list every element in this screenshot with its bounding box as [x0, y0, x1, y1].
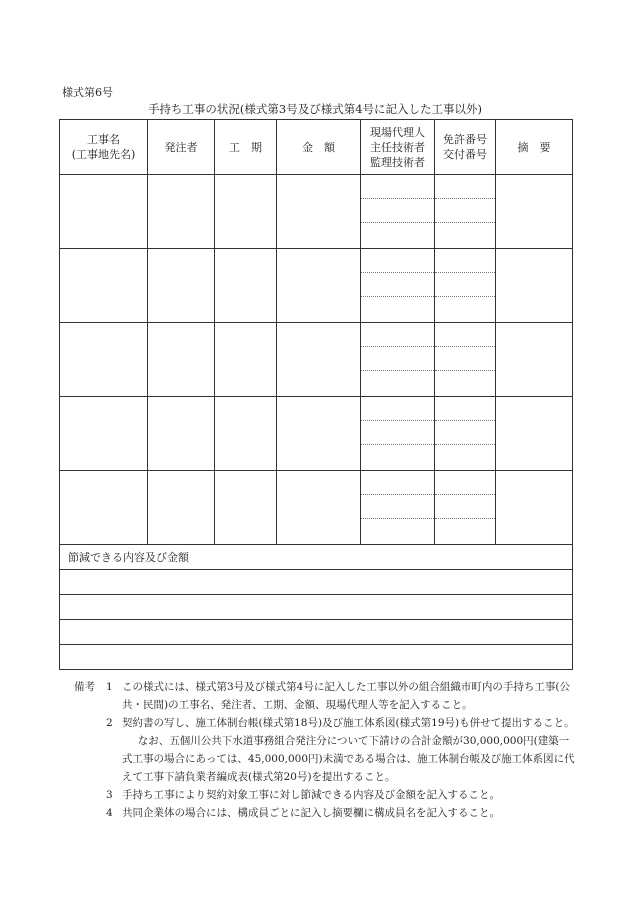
note-item-2 — [74, 714, 579, 732]
note-text: 共同企業体の場合には、構成員ごとに記入し摘要欄に構成員名を記入すること。 — [122, 807, 500, 819]
cell-remarks[interactable] — [496, 249, 573, 323]
cell-engineers — [361, 175, 435, 249]
header-amount: 金 額 — [277, 120, 361, 175]
project-table — [59, 119, 573, 670]
cell-license-2[interactable] — [435, 199, 495, 223]
header-chief-engineer: 主任技術者 — [370, 140, 425, 154]
cell-amount[interactable] — [277, 471, 361, 545]
cell-license-2[interactable] — [435, 273, 495, 297]
header-project-name — [60, 120, 148, 175]
cell-site-agent[interactable] — [361, 249, 434, 273]
header-license — [435, 120, 496, 175]
cell-license-3[interactable] — [435, 297, 495, 322]
cell-site-agent[interactable] — [361, 471, 434, 495]
cell-license-1[interactable] — [435, 175, 495, 199]
cell-remarks[interactable] — [496, 397, 573, 471]
cell-project-name[interactable] — [60, 471, 148, 545]
cell-license-2[interactable] — [435, 347, 495, 371]
table-row — [60, 471, 573, 545]
cell-amount[interactable] — [277, 249, 361, 323]
cell-client[interactable] — [148, 249, 215, 323]
cell-project-name[interactable] — [60, 249, 148, 323]
cell-license-1[interactable] — [435, 323, 495, 347]
cell-chief-engineer[interactable] — [361, 421, 434, 445]
header-supervising-engineer: 監理技術者 — [370, 155, 425, 169]
header-project-name-line1: 工事名 — [87, 133, 120, 146]
cell-site-agent[interactable] — [361, 397, 434, 421]
cell-license — [435, 175, 496, 249]
cell-period[interactable] — [215, 249, 277, 323]
cell-remarks[interactable] — [496, 175, 573, 249]
header-period: 工 期 — [215, 120, 277, 175]
note-text: 手持ち工事により契約対象工事に対し節減できる内容及び金額を記入すること。 — [122, 789, 500, 801]
cell-project-name[interactable] — [60, 397, 148, 471]
header-project-name-line2: (工事地先名) — [71, 148, 136, 161]
note-number: 1 — [106, 681, 113, 693]
form-title: 手持ち工事の状況(様式第3号及び様式第4号に記入した工事以外) — [147, 102, 483, 116]
cell-period[interactable] — [215, 471, 277, 545]
cell-license-1[interactable] — [435, 397, 495, 421]
cell-engineers — [361, 249, 435, 323]
note-item-4 — [74, 804, 579, 822]
cell-chief-engineer[interactable] — [361, 347, 434, 371]
cell-remarks[interactable] — [496, 323, 573, 397]
notes-section — [74, 678, 579, 822]
form-id: 様式第6号 — [62, 86, 113, 99]
cell-amount[interactable] — [277, 323, 361, 397]
cell-license-3[interactable] — [435, 519, 495, 544]
reduction-line[interactable] — [60, 595, 573, 620]
cell-supervising-engineer[interactable] — [361, 223, 434, 248]
cell-license — [435, 323, 496, 397]
cell-license — [435, 249, 496, 323]
cell-supervising-engineer[interactable] — [361, 297, 434, 322]
cell-chief-engineer[interactable] — [361, 199, 434, 223]
cell-amount[interactable] — [277, 397, 361, 471]
reduction-line[interactable] — [60, 570, 573, 595]
cell-license-1[interactable] — [435, 249, 495, 273]
cell-project-name[interactable] — [60, 323, 148, 397]
header-remarks: 摘 要 — [496, 120, 573, 175]
cell-engineers — [361, 397, 435, 471]
notes-label: 備考 — [74, 681, 95, 693]
cell-license-3[interactable] — [435, 371, 495, 396]
cell-client[interactable] — [148, 397, 215, 471]
cell-supervising-engineer[interactable] — [361, 371, 434, 396]
cell-period[interactable] — [215, 175, 277, 249]
cell-engineers — [361, 323, 435, 397]
header-engineers — [361, 120, 435, 175]
table-row — [60, 175, 573, 249]
cell-license-1[interactable] — [435, 471, 495, 495]
cell-client[interactable] — [148, 175, 215, 249]
cell-chief-engineer[interactable] — [361, 495, 434, 519]
cell-site-agent[interactable] — [361, 175, 434, 199]
cell-license-3[interactable] — [435, 223, 495, 248]
note-supplement — [74, 732, 579, 786]
note-number: 4 — [106, 807, 113, 819]
header-client: 発注者 — [148, 120, 215, 175]
cell-chief-engineer[interactable] — [361, 273, 434, 297]
cell-project-name[interactable] — [60, 175, 148, 249]
table-row — [60, 323, 573, 397]
cell-license-2[interactable] — [435, 421, 495, 445]
table-row — [60, 397, 573, 471]
cell-engineers — [361, 471, 435, 545]
note-item-3 — [74, 786, 579, 804]
cell-license-2[interactable] — [435, 495, 495, 519]
note-number: 2 — [106, 717, 113, 729]
note-text: この様式には、様式第3号及び様式第4号に記入した工事以外の組合組織市町内の手持ち工事(公共・民間)の工事名、発注者、工期、金額、現場代理人等を記入すること。 — [122, 681, 570, 711]
reduction-line[interactable] — [60, 620, 573, 645]
header-site-agent: 現場代理人 — [370, 125, 425, 139]
note-text: 契約書の写し、施工体制台帳(様式第18号)及び施工体系図(様式第19号)も併せて提出すること。 — [122, 717, 575, 729]
cell-supervising-engineer[interactable] — [361, 445, 434, 470]
note-number: 3 — [106, 789, 113, 801]
cell-site-agent[interactable] — [361, 323, 434, 347]
cell-license — [435, 397, 496, 471]
cell-client[interactable] — [148, 471, 215, 545]
cell-supervising-engineer[interactable] — [361, 519, 434, 544]
cell-remarks[interactable] — [496, 471, 573, 545]
cell-license-3[interactable] — [435, 445, 495, 470]
header-issue-number: 交付番号 — [443, 148, 487, 161]
reduction-line[interactable] — [60, 645, 573, 670]
cell-license — [435, 471, 496, 545]
note-item-1 — [74, 678, 579, 714]
cell-client[interactable] — [148, 323, 215, 397]
cell-period[interactable] — [215, 397, 277, 471]
header-license-number: 免許番号 — [443, 133, 487, 146]
cell-period[interactable] — [215, 323, 277, 397]
reduction-label: 節減できる内容及び金額 — [60, 545, 573, 570]
table-row — [60, 249, 573, 323]
cell-amount[interactable] — [277, 175, 361, 249]
note-supplement-text: なお、五個川公共下水道事務組合発注分について下請けの合計金額が30,000,000円(建築一式工事の場合にあっては、45,000,000円)未満である場合は、施工体制台帳及び施工体系図に代えて工事下請負業者編成表(様式第20号)を提出すること。 — [122, 735, 575, 783]
